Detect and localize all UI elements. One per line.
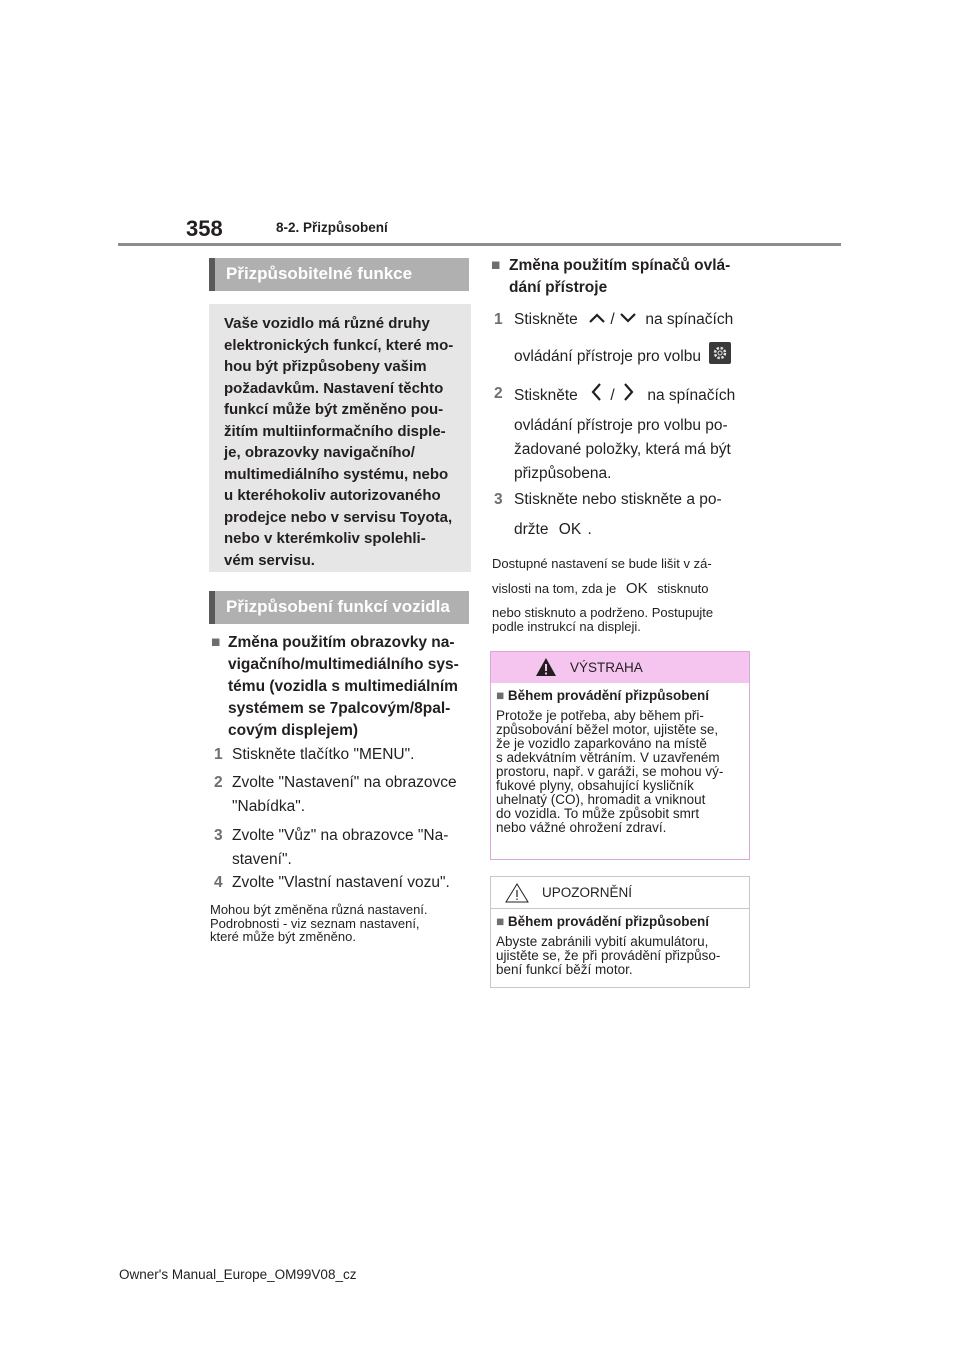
right-step-2 [494,382,754,486]
step-number: 2 [494,385,503,402]
subhead-line: vigačního/multimediálního sys- [228,656,459,673]
intro-line: u kteréhokoliv autorizovaného [224,487,441,504]
step-text: Zvolte "Vůz" na obrazovce "Na- [232,827,449,844]
step-text: Stiskněte tlačítko "MENU". [232,746,415,763]
warning-header [491,652,749,683]
step-text: Stiskněte [514,387,578,405]
caution-line: Abyste zabránili vybití akumulátoru, [496,934,709,949]
caution-triangle-icon [505,883,529,908]
warning-line: způsobování běžel motor, ujistěte se, [496,722,719,737]
heading-text: Přizpůsobitelné funkce [226,264,413,283]
caution-line: ujistěte se, že při provádění přizpůso- [496,948,721,963]
chevron-right-icon [623,382,635,410]
step-number: 3 [214,827,223,844]
warning-line: že je vozidlo zaparkováno na místě [496,736,707,751]
intro-line: nebo v kterémkoliv spolehli- [224,530,426,547]
heading-customizable-functions [209,258,469,291]
step-2 [214,771,474,819]
subhead-line: dání přístroje [509,279,608,296]
warning-title [496,688,743,703]
subhead-meter-switches [491,255,751,299]
note-line: které může být změněno. [210,929,356,944]
subhead-line: tému (vozidla s multimediálním [228,678,458,695]
step-text: držte [514,521,549,538]
separator: / [610,311,615,329]
subhead-line: Změna použitím spínačů ovlá- [509,257,731,274]
caution-box [490,876,750,988]
intro-line: multimediálního systému, nebo [224,465,449,483]
chevron-up-icon [588,308,606,332]
intro-line: elektronických funkcí, které mo- [224,336,454,354]
step-number: 3 [494,491,503,508]
ok-button-label: OK [558,521,582,538]
step-text: Stiskněte nebo stiskněte a po- [514,491,722,508]
warning-box [490,651,750,860]
note-line: nebo stisknuto a podrženo. Postupujte [492,605,714,620]
step-text: na spínačích [645,311,734,329]
caution-label: UPOZORNĚNÍ [542,885,633,900]
subhead-line: systémem se 7palcovým/8pal- [228,700,451,717]
caution-text [496,935,743,977]
warning-line: s adekvátním větráním. V uzavřeném [496,750,720,765]
right-step-3 [494,488,754,542]
step-text: žadované položky, která má být [514,441,731,458]
intro-line: prodejce nebo v servisu Toyota, [224,508,453,526]
warning-triangle-icon [535,657,557,682]
page-number: 358 [186,216,223,241]
left-note [210,903,472,944]
bullet-square-icon: ■ [496,688,505,703]
warning-line: uhelnatý (CO), hromadit a vniknout [496,792,706,807]
chevron-down-icon [619,308,637,332]
heading-vehicle-customization [209,591,469,624]
step-text: ovládání přístroje pro volbu po- [514,417,728,434]
step-text: Zvolte "Nastavení" na obrazovce [232,774,457,791]
caution-header [491,877,749,909]
step-1 [214,743,474,767]
note-line: podle instrukcí na displeji. [492,618,641,634]
gear-icon [709,342,731,372]
step-3 [214,824,474,872]
subhead-multimedia [211,632,471,742]
step-number: 2 [214,774,223,791]
warning-line: do vozidla. To může způsobit smrt [496,806,700,821]
intro-line: požadavkům. Nastavení těchto [224,379,444,397]
right-step-1 [494,308,754,372]
note-line: Mohou být změněna různá nastavení. [210,902,428,917]
intro-line: hou být přizpůsobeny vašim [224,358,427,375]
intro-line: žitím multiinformačního disple- [224,422,446,440]
step-number: 1 [494,311,503,328]
chevron-left-icon [590,382,602,410]
step-number: 1 [214,746,223,763]
intro-box [209,304,471,572]
note-text: stisknuto [657,580,709,596]
step-4 [214,871,474,895]
intro-line: vém servisu. [224,551,315,569]
warning-label: VÝSTRAHA [570,660,643,675]
step-text: "Nabídka". [232,798,306,815]
note-line: Podrobnosti - viz seznam nastavení, [210,915,420,931]
step-text: Zvolte "Vlastní nastavení vozu". [232,874,450,891]
step-text: na spínačích [647,387,736,405]
section-title: 8-2. Přizpůsobení [276,220,388,235]
ok-button-label: OK [625,579,648,597]
step-text: stavení". [232,851,292,868]
caution-line: bení funkcí běží motor. [496,962,633,977]
caution-title-text: Během provádění přizpůsobení [507,914,709,929]
caution-title [496,914,743,929]
step-number: 4 [214,874,223,891]
footer-text: Owner's Manual_Europe_OM99V08_cz [119,1267,357,1282]
warning-line: prostoru, např. v garáži, se mohou vý- [496,764,724,779]
header-rule [118,243,841,246]
step-text: . [587,521,592,538]
bullet-square-icon: ■ [491,257,501,274]
separator: / [610,387,615,405]
step-text: ovládání přístroje pro volbu [514,348,701,366]
right-note [492,557,754,633]
intro-line: funkcí může být změněno pou- [224,401,444,418]
warning-title-text: Během provádění přizpůsobení [507,688,709,703]
heading-text: Přizpůsobení funkcí vozidla [226,597,450,616]
step-text: přizpůsobena. [514,465,612,482]
intro-line: je, obrazovky navigačního/ [224,444,415,461]
step-text: Stiskněte [514,311,578,329]
bullet-square-icon: ■ [496,914,505,929]
intro-line: Vaše vozidlo má různé druhy [224,315,430,332]
bullet-square-icon: ■ [211,634,221,651]
subhead-line: covým displejem) [228,722,359,739]
subhead-line: Změna použitím obrazovky na- [228,634,455,651]
warning-line: fukové plyny, obsahující kysličník [496,778,694,793]
note-line: Dostupné nastavení se bude lišit v zá- [492,556,712,571]
warning-line: nebo vážné ohrožení zdraví. [496,820,667,835]
warning-text [496,709,743,835]
warning-line: Protože je potřeba, aby během při- [496,708,704,723]
note-text: vislosti na tom, zda je [492,580,617,596]
